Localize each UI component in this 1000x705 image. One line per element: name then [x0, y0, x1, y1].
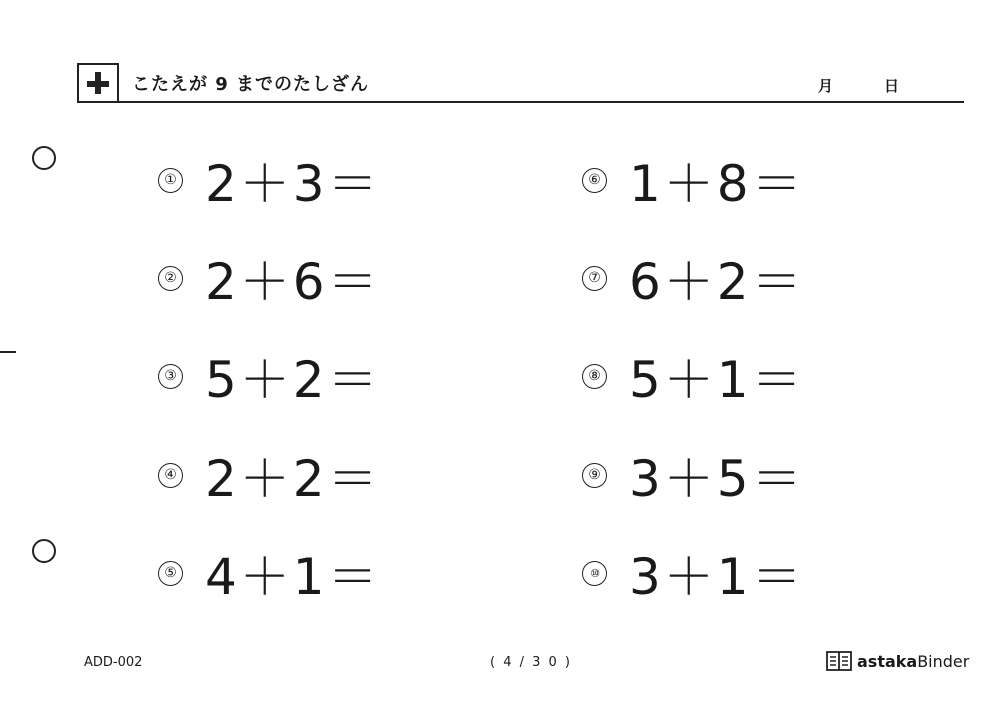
problem-5: [158, 543, 381, 606]
problem-expression: 3＋1＝: [629, 548, 805, 606]
problem-number: ⑩: [582, 561, 607, 586]
day-label: 日: [884, 77, 900, 95]
problem-expression: 5＋2＝: [205, 351, 381, 409]
problem-expression: 2＋6＝: [205, 253, 381, 311]
problem-2: [158, 248, 381, 311]
month-label: 月: [818, 77, 834, 95]
problem-7: [582, 248, 805, 311]
problem-number: ⑨: [582, 463, 607, 488]
worksheet-title: こたえが 9 までのたしざん: [132, 74, 370, 95]
page-indicator: ( 4 / 3 0 ): [490, 655, 572, 670]
binder-hole-top: [32, 146, 56, 170]
problem-number: ②: [158, 266, 183, 291]
binder-book-icon: [826, 650, 852, 672]
brand-name-regular: Binder: [917, 651, 970, 671]
worksheet-code: ADD-002: [84, 655, 143, 670]
problem-8: [582, 346, 805, 409]
problem-expression: 3＋5＝: [629, 450, 805, 508]
fold-mark: [0, 351, 16, 353]
problem-4: [158, 445, 381, 508]
problem-number: ④: [158, 463, 183, 488]
binder-hole-bottom: [32, 539, 56, 563]
problem-number: ⑧: [582, 364, 607, 389]
problem-3: [158, 346, 381, 409]
problem-number: ③: [158, 364, 183, 389]
problem-number: ①: [158, 168, 183, 193]
problem-expression: 6＋2＝: [629, 253, 805, 311]
problem-expression: 1＋8＝: [629, 155, 805, 213]
problem-number: ⑦: [582, 266, 607, 291]
brand-name-bold: astaka: [857, 651, 918, 671]
problem-1: [158, 150, 381, 213]
problem-10: [582, 543, 805, 606]
problem-9: [582, 445, 805, 508]
problem-6: [582, 150, 805, 213]
problem-expression: 2＋3＝: [205, 155, 381, 213]
problem-expression: 5＋1＝: [629, 351, 805, 409]
plus-icon: [77, 63, 119, 103]
problem-number: ⑥: [582, 168, 607, 193]
problem-expression: 2＋2＝: [205, 450, 381, 508]
header-rule: [119, 101, 964, 103]
brand-logo: [826, 650, 969, 672]
problem-expression: 4＋1＝: [205, 548, 381, 606]
problem-number: ⑤: [158, 561, 183, 586]
